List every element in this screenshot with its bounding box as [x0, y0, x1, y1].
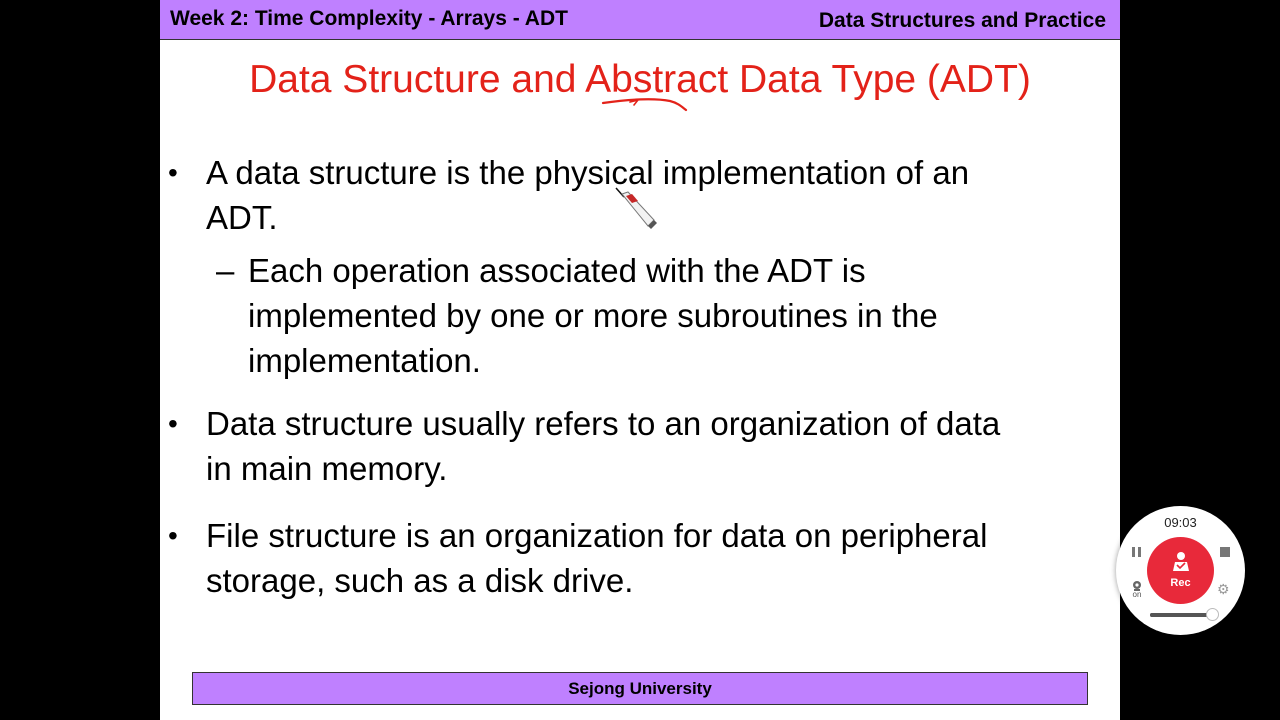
- recording-widget[interactable]: [1116, 506, 1245, 635]
- bullet-marker: •: [168, 520, 178, 551]
- slide-footer: Sejong University: [192, 672, 1088, 705]
- bullet-line: Each operation associated with the ADT is: [248, 252, 866, 289]
- bullet-line: Data structure usually refers to an organization of data: [206, 405, 1001, 442]
- sub-bullet-item: [216, 248, 1088, 383]
- bullet-line: ADT.: [206, 199, 278, 236]
- presentation-slide: [160, 0, 1120, 720]
- course-week-title: Week 2: Time Complexity - Arrays - ADT: [170, 7, 568, 30]
- sub-bullet-marker: –: [216, 252, 235, 289]
- course-name: Data Structures and Practice: [818, 9, 1106, 32]
- volume-knob[interactable]: [1206, 608, 1219, 621]
- record-label: Rec: [1170, 577, 1191, 589]
- bullet-line: in main memory.: [206, 450, 448, 487]
- bullet-line: A data structure is the physical implementation of an: [206, 154, 970, 191]
- bullet-marker: •: [168, 157, 178, 188]
- presenter-icon: [1171, 551, 1191, 573]
- volume-slider[interactable]: [1150, 613, 1212, 617]
- volume-fill: [1150, 613, 1212, 617]
- webcam-status-label: on: [1132, 590, 1142, 599]
- bullet-line: implementation.: [248, 342, 481, 379]
- recording-timer: 09:03: [1164, 515, 1197, 530]
- bullet-line: File structure is an organization for data on peripheral: [206, 517, 988, 554]
- pause-icon[interactable]: [1131, 546, 1143, 558]
- bullet-marker: •: [168, 408, 178, 439]
- stop-icon[interactable]: [1220, 547, 1230, 557]
- gear-icon[interactable]: ⚙: [1217, 581, 1230, 597]
- webcam-toggle[interactable]: [1129, 579, 1145, 599]
- record-button[interactable]: [1147, 537, 1214, 604]
- bullet-item: [168, 513, 1106, 603]
- slide-title: Data Structure and Abstract Data Type (ADT): [249, 58, 1031, 101]
- bullet-line: implemented by one or more subroutines in the: [248, 297, 938, 334]
- bullet-line: storage, such as a disk drive.: [206, 562, 634, 599]
- pen-cursor-icon: [612, 184, 660, 234]
- bullet-item: [168, 401, 1106, 491]
- slide-header-bar: [160, 0, 1120, 40]
